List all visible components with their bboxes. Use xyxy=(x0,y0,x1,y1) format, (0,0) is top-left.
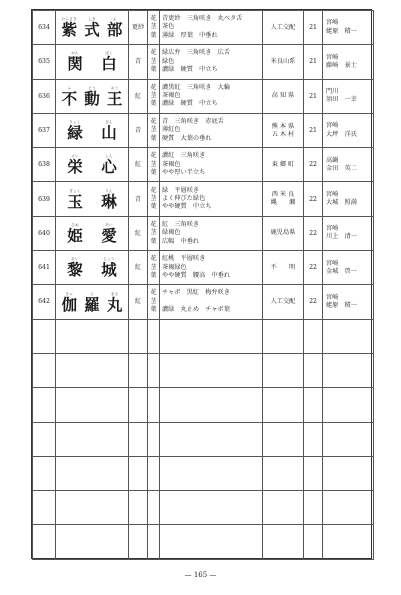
variety-name xyxy=(56,148,129,182)
kanji: 不 xyxy=(61,88,78,108)
flower-color: 紅 xyxy=(129,285,148,319)
registrant-name: 大城 照満 xyxy=(326,199,357,207)
description-line: 緑褐色 xyxy=(162,229,181,237)
empty-cell xyxy=(304,456,323,490)
kanji: 部 xyxy=(106,20,123,40)
flower-color: 紅 xyxy=(129,216,148,250)
registrant xyxy=(323,45,374,79)
name-character xyxy=(101,120,117,141)
registrant xyxy=(323,79,374,113)
empty-cell xyxy=(304,525,323,559)
kanji: 伽 xyxy=(61,294,78,314)
empty-cell xyxy=(129,422,148,456)
origin xyxy=(263,285,304,319)
trait-label: 葉 xyxy=(150,271,157,279)
description-line: 青 三角咲き 赤底舌 xyxy=(162,117,224,125)
description-line: やや硬質 中立ち xyxy=(162,203,212,211)
trait-labels xyxy=(148,148,160,182)
furigana: ら xyxy=(90,291,94,296)
empty-cell xyxy=(129,525,148,559)
registrant-place: 高鍋 xyxy=(326,156,339,164)
variety-name xyxy=(56,285,129,319)
trait-label: 葉 xyxy=(150,31,157,39)
registrant xyxy=(323,182,374,216)
empty-cell xyxy=(56,525,129,559)
empty-cell xyxy=(263,353,304,387)
trait-label: 茎 xyxy=(150,57,157,65)
entry-number: 641 xyxy=(33,251,56,285)
kanji: 姫 xyxy=(67,225,83,245)
kanji: 愛 xyxy=(101,225,117,245)
trait-label: 花 xyxy=(150,220,157,228)
empty-cell xyxy=(323,491,374,525)
table-row xyxy=(33,182,374,216)
registrant-name: 須田 一幸 xyxy=(326,96,357,104)
registrant-place: 宮崎 xyxy=(326,190,339,198)
name-character xyxy=(67,257,83,278)
trait-label: 茎 xyxy=(150,297,157,305)
description-line: 濃緑 硬質 中立ち xyxy=(162,66,218,74)
trait-description xyxy=(160,216,263,250)
origin-line: 鹿児島県 xyxy=(270,229,296,237)
trait-description xyxy=(160,113,263,147)
trait-description xyxy=(160,285,263,319)
flower-color: 青 xyxy=(129,113,148,147)
description-line: 茶褐色 xyxy=(162,92,181,100)
trait-label: 葉 xyxy=(150,306,157,314)
registration-year: 22 xyxy=(304,285,323,319)
flower-color: 紅 xyxy=(129,251,148,285)
variety-table xyxy=(32,10,374,560)
entry-number: 642 xyxy=(33,285,56,319)
trait-label: 茎 xyxy=(150,160,157,168)
kanji: 山 xyxy=(101,123,117,143)
trait-label: 花 xyxy=(150,117,157,125)
origin xyxy=(263,148,304,182)
name-character xyxy=(62,17,78,38)
page-number: — 165 — xyxy=(184,571,217,579)
empty-cell xyxy=(323,456,374,490)
empty-cell xyxy=(56,491,129,525)
empty-cell xyxy=(263,491,304,525)
trait-description xyxy=(160,148,263,182)
trait-description xyxy=(160,182,263,216)
origin-line: 米良山系 xyxy=(270,57,296,65)
name-character xyxy=(67,223,83,244)
trait-description xyxy=(160,251,263,285)
kanji: 白 xyxy=(101,54,117,74)
empty-row xyxy=(33,388,374,422)
empty-cell xyxy=(33,422,56,456)
entry-number: 635 xyxy=(33,45,56,79)
table-row xyxy=(33,148,374,182)
empty-cell xyxy=(129,388,148,422)
description-line: やや厚い半立ち xyxy=(162,169,206,177)
variety-name xyxy=(56,45,129,79)
empty-cell xyxy=(56,456,129,490)
registration-year: 21 xyxy=(304,11,323,45)
name-character xyxy=(107,86,123,107)
registrant xyxy=(323,113,374,147)
table-row xyxy=(33,113,374,147)
origin xyxy=(263,251,304,285)
furigana: じょう xyxy=(103,257,115,262)
name-character xyxy=(84,86,100,107)
kanji: 丸 xyxy=(106,294,123,314)
registrant xyxy=(323,251,374,285)
empty-cell xyxy=(263,422,304,456)
trait-label: 葉 xyxy=(150,134,157,142)
variety-name xyxy=(56,251,129,285)
trait-labels xyxy=(148,216,160,250)
description-line: 薄緑 厚葉 中垂れ xyxy=(162,31,218,39)
entry-number: 640 xyxy=(33,216,56,250)
empty-cell xyxy=(148,456,160,490)
origin-line: 熊 本 県 xyxy=(271,122,295,130)
variety-name xyxy=(56,11,129,45)
kanji: 玉 xyxy=(67,191,83,211)
registrant xyxy=(323,285,374,319)
entry-number: 639 xyxy=(33,182,56,216)
flower-color: 青 xyxy=(129,182,148,216)
entry-number: 638 xyxy=(33,148,56,182)
origin-line: 人工交配 xyxy=(270,23,296,31)
empty-row xyxy=(33,319,374,353)
empty-cell xyxy=(304,319,323,353)
description-line: 濃紅 三角咲き xyxy=(162,152,206,160)
empty-cell xyxy=(33,525,56,559)
description-line: 緑色 xyxy=(162,57,175,65)
origin-line: 東 郷 町 xyxy=(271,160,295,168)
description-line: 広幅 中垂れ xyxy=(162,237,200,245)
variety-name xyxy=(56,113,129,147)
empty-cell xyxy=(33,456,56,490)
trait-labels xyxy=(148,11,160,45)
empty-cell xyxy=(304,422,323,456)
kanji: 王 xyxy=(106,88,123,108)
empty-cell xyxy=(263,319,304,353)
entry-number: 636 xyxy=(33,79,56,113)
registration-year: 21 xyxy=(304,45,323,79)
description-line: やや硬質 腰高 中垂れ xyxy=(162,271,231,279)
origin-line: 人工交配 xyxy=(270,298,296,306)
empty-cell xyxy=(263,456,304,490)
registrant xyxy=(323,216,374,250)
kanji: 黎 xyxy=(67,260,83,280)
furigana: ひめ xyxy=(71,222,79,227)
registrant-place: 宮崎 xyxy=(326,53,339,61)
empty-row xyxy=(33,353,374,387)
furigana: ぶ xyxy=(112,17,117,22)
origin-line: 西 米 良 xyxy=(271,191,295,199)
origin xyxy=(263,11,304,45)
empty-cell xyxy=(33,319,56,353)
empty-cell xyxy=(129,319,148,353)
origin-line: 不 明 xyxy=(270,263,296,271)
furigana: えい xyxy=(71,154,79,159)
trait-label: 葉 xyxy=(150,169,157,177)
furigana: おう xyxy=(110,85,119,90)
empty-row xyxy=(33,525,374,559)
kanji: 紫 xyxy=(61,20,78,40)
registrant-place: 宮崎 xyxy=(326,225,339,233)
empty-cell xyxy=(148,388,160,422)
origin xyxy=(263,45,304,79)
kanji: 動 xyxy=(84,88,100,108)
registrant-name: 大坪 洋氏 xyxy=(326,130,357,138)
trait-label: 茎 xyxy=(150,23,157,31)
description-line: 紅桃 平層咲き xyxy=(162,255,206,263)
trait-label: 花 xyxy=(150,83,157,91)
entry-number: 634 xyxy=(33,11,56,45)
registration-year: 22 xyxy=(304,182,323,216)
empty-cell xyxy=(160,353,263,387)
empty-row xyxy=(33,422,374,456)
kanji: 琳 xyxy=(101,191,117,211)
flower-color: 青 xyxy=(129,45,148,79)
empty-cell xyxy=(323,422,374,456)
registrant-place: 宮崎 xyxy=(326,122,339,130)
furigana: まる xyxy=(110,291,119,296)
furigana: ぱく xyxy=(105,51,113,56)
empty-cell xyxy=(323,319,374,353)
furigana: ふ xyxy=(67,85,72,90)
variety-name xyxy=(56,79,129,113)
catalog-sheet xyxy=(31,9,372,559)
origin-line: 五 木 村 xyxy=(271,130,295,138)
trait-label: 花 xyxy=(150,15,157,23)
trait-label: 茎 xyxy=(150,126,157,134)
description-line: 濃黒紅 三角咲き 大輪 xyxy=(162,83,231,91)
registration-year: 21 xyxy=(304,113,323,147)
kanji: 心 xyxy=(101,157,117,177)
empty-cell xyxy=(304,353,323,387)
name-character xyxy=(84,292,100,313)
empty-cell xyxy=(160,422,263,456)
trait-description xyxy=(160,11,263,45)
trait-label: 葉 xyxy=(150,100,157,108)
registration-year: 22 xyxy=(304,216,323,250)
empty-cell xyxy=(160,525,263,559)
trait-description xyxy=(160,45,263,79)
name-character xyxy=(62,86,78,107)
registration-year: 22 xyxy=(304,251,323,285)
registrant-name: 金田 英二 xyxy=(326,164,357,172)
furigana: りん xyxy=(105,188,113,193)
empty-cell xyxy=(33,491,56,525)
name-character xyxy=(67,120,83,141)
empty-row xyxy=(33,491,374,525)
furigana: ざん xyxy=(105,120,113,125)
furigana: しき xyxy=(88,17,96,22)
name-character xyxy=(67,189,83,210)
empty-cell xyxy=(129,491,148,525)
kanji: 関 xyxy=(67,54,83,74)
furigana: どう xyxy=(88,85,96,90)
trait-label: 葉 xyxy=(150,203,157,211)
trait-label: 花 xyxy=(150,186,157,194)
description-line: よく伸びた緑色 xyxy=(162,194,206,202)
name-character xyxy=(67,51,83,72)
kanji: 羅 xyxy=(84,294,100,314)
table-row xyxy=(33,79,374,113)
registrant-place: 門川 xyxy=(326,88,339,96)
empty-cell xyxy=(323,353,374,387)
table-row xyxy=(33,285,374,319)
empty-cell xyxy=(56,422,129,456)
empty-cell xyxy=(263,525,304,559)
name-character xyxy=(101,257,117,278)
name-character xyxy=(107,17,123,38)
furigana: あい xyxy=(105,222,113,227)
description-line: 濃緑 丸止め チャボ葉 xyxy=(162,306,230,314)
description-line: 薄紅色 xyxy=(162,126,181,134)
kanji: 城 xyxy=(101,260,117,280)
variety-name xyxy=(56,182,129,216)
furigana: ぎょく xyxy=(69,188,81,193)
table-row xyxy=(33,45,374,79)
origin-line: 縄 瀬 xyxy=(270,199,296,207)
description-line: 硬質 大葉の垂れ xyxy=(162,134,212,142)
description-line xyxy=(162,298,262,306)
name-character xyxy=(67,154,83,175)
description-line: 青更紗 三角咲き 丸ベタ舌 xyxy=(162,15,243,23)
trait-labels xyxy=(148,251,160,285)
name-character xyxy=(101,51,117,72)
empty-cell xyxy=(56,319,129,353)
flower-color: 紅 xyxy=(129,148,148,182)
description-line: 緑広弁 三角咲き 広舌 xyxy=(162,49,231,57)
empty-cell xyxy=(263,388,304,422)
kanji: 緑 xyxy=(67,123,83,143)
origin xyxy=(263,182,304,216)
empty-cell xyxy=(148,353,160,387)
empty-cell xyxy=(148,319,160,353)
empty-cell xyxy=(148,525,160,559)
name-character xyxy=(84,17,100,38)
registrant-name: 川上 清一 xyxy=(326,233,357,241)
furigana: かん xyxy=(71,51,79,56)
empty-cell xyxy=(323,388,374,422)
trait-labels xyxy=(148,285,160,319)
empty-cell xyxy=(304,388,323,422)
empty-cell xyxy=(160,388,263,422)
registration-year: 21 xyxy=(304,79,323,113)
trait-labels xyxy=(148,113,160,147)
origin xyxy=(263,113,304,147)
name-character xyxy=(107,292,123,313)
table-row xyxy=(33,216,374,250)
trait-labels xyxy=(148,182,160,216)
empty-cell xyxy=(129,456,148,490)
origin xyxy=(263,216,304,250)
kanji: 栄 xyxy=(67,157,83,177)
furigana: りょく xyxy=(69,120,81,125)
registrant-name: 金城 啓一 xyxy=(326,267,357,275)
table-row xyxy=(33,251,374,285)
registrant-name: 蛯原 積一 xyxy=(326,27,357,35)
empty-cell xyxy=(33,353,56,387)
empty-cell xyxy=(160,456,263,490)
table-body xyxy=(33,11,374,560)
trait-label: 茎 xyxy=(150,263,157,271)
empty-cell xyxy=(323,525,374,559)
registration-year: 22 xyxy=(304,148,323,182)
variety-name xyxy=(56,216,129,250)
flower-color: 更紗 xyxy=(129,11,148,45)
empty-cell xyxy=(129,353,148,387)
registrant-name: 藤崎 景士 xyxy=(326,61,357,69)
empty-cell xyxy=(148,491,160,525)
description-line: 茶色 xyxy=(162,23,175,31)
description-line: 濃緑 硬質 中立ち xyxy=(162,100,218,108)
trait-label: 葉 xyxy=(150,237,157,245)
trait-label: 花 xyxy=(150,255,157,263)
name-character xyxy=(101,154,117,175)
trait-label: 花 xyxy=(150,49,157,57)
empty-cell xyxy=(160,491,263,525)
trait-labels xyxy=(148,79,160,113)
trait-label: 茎 xyxy=(150,92,157,100)
empty-row xyxy=(33,456,374,490)
trait-label: 茎 xyxy=(150,194,157,202)
description-line: チャボ 黒紅 梅弁咲き xyxy=(162,289,230,297)
furigana: しん xyxy=(105,154,113,159)
empty-cell xyxy=(160,319,263,353)
empty-cell xyxy=(33,388,56,422)
trait-description xyxy=(160,79,263,113)
empty-cell xyxy=(304,491,323,525)
registrant-place: 宮崎 xyxy=(326,19,339,27)
empty-cell xyxy=(148,422,160,456)
registrant-place: 宮崎 xyxy=(326,259,339,267)
description-line: 紅 三角咲き xyxy=(162,220,200,228)
name-character xyxy=(101,223,117,244)
kanji: 式 xyxy=(84,20,100,40)
furigana: むらさき xyxy=(61,17,77,22)
trait-label: 花 xyxy=(150,152,157,160)
furigana: れい xyxy=(71,257,79,262)
description-line: 緑 平層咲き xyxy=(162,186,200,194)
name-character xyxy=(101,189,117,210)
origin xyxy=(263,79,304,113)
table-row xyxy=(33,11,374,45)
description-line: 茶褐色 xyxy=(162,160,181,168)
registrant xyxy=(323,148,374,182)
flower-color: 紅 xyxy=(129,79,148,113)
trait-label: 花 xyxy=(150,289,157,297)
furigana: きゃ xyxy=(65,291,74,296)
description-line: 茶褐緑色 xyxy=(162,263,187,271)
trait-label: 茎 xyxy=(150,229,157,237)
empty-cell xyxy=(56,353,129,387)
registrant-place: 宮崎 xyxy=(326,293,339,301)
entry-number: 637 xyxy=(33,113,56,147)
trait-labels xyxy=(148,45,160,79)
registrant-name: 蛯原 積一 xyxy=(326,302,357,310)
empty-cell xyxy=(56,388,129,422)
origin-line: 高 知 県 xyxy=(271,92,295,100)
name-character xyxy=(62,292,78,313)
registrant xyxy=(323,11,374,45)
trait-label: 葉 xyxy=(150,66,157,74)
